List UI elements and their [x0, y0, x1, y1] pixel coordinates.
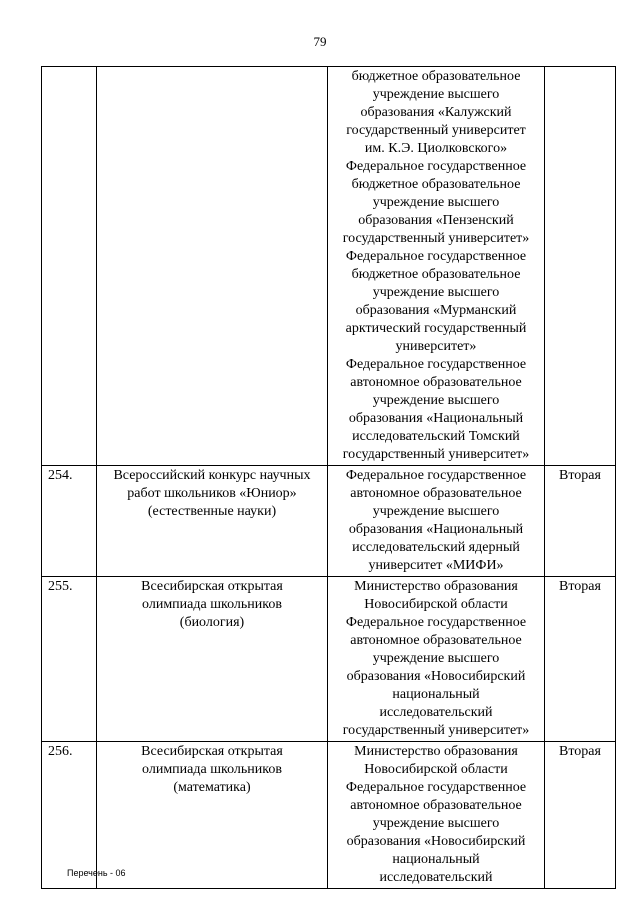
organizer-cell — [328, 466, 545, 577]
organizer-line: образования «Калужский — [360, 105, 512, 120]
table-body — [42, 67, 616, 889]
organizer-line: образования «Пензенский — [358, 213, 514, 228]
organizer-line: Министерство образования — [354, 744, 518, 759]
organizer-line: автономное образовательное — [350, 486, 522, 501]
organizer-line: учреждение высшего — [372, 816, 500, 831]
organizer-line: бюджетное образовательное — [351, 69, 521, 84]
footer-note: Перечень - 06 — [67, 868, 126, 878]
row-number-cell: 254. — [42, 466, 97, 577]
row-number-cell — [42, 67, 97, 466]
olympiad-name-line: Всесибирская открытая — [141, 744, 283, 759]
organizer-line: учреждение высшего — [372, 504, 500, 519]
organizer-line: университет» — [395, 339, 477, 354]
organizer-line: национальный — [392, 852, 480, 867]
table-row — [42, 577, 616, 742]
organizer-line: государственный университет» — [342, 231, 530, 246]
organizer-line: учреждение высшего — [372, 651, 500, 666]
olympiad-table — [41, 66, 616, 889]
organizer-line: учреждение высшего — [372, 285, 500, 300]
table-row — [42, 67, 616, 466]
olympiad-name-line: (биология) — [179, 615, 245, 630]
olympiad-name-line: работ школьников «Юниор» — [127, 486, 297, 501]
organizer-line: Федеральное государственное — [345, 249, 527, 264]
level-cell: Вторая — [545, 742, 616, 889]
organizer-line: бюджетное образовательное — [351, 267, 521, 282]
organizer-line: государственный университет» — [342, 447, 530, 462]
organizer-line: автономное образовательное — [350, 798, 522, 813]
organizer-line: исследовательский — [379, 705, 493, 720]
organizer-line: исследовательский ядерный — [352, 540, 520, 555]
organizer-line: им. К.Э. Циолковского» — [364, 141, 508, 156]
organizer-line: Новосибирской области — [364, 762, 508, 777]
row-number-cell: 255. — [42, 577, 97, 742]
organizer-line: автономное образовательное — [350, 633, 522, 648]
organizer-cell — [328, 742, 545, 889]
organizer-line: государственный университет» — [342, 723, 530, 738]
organizer-line: бюджетное образовательное — [351, 177, 521, 192]
organizer-line: образования «Новосибирский — [346, 834, 526, 849]
olympiad-name-cell — [97, 577, 328, 742]
organizer-line: Федеральное государственное — [345, 780, 527, 795]
organizer-cell — [328, 67, 545, 466]
organizer-line: государственный университет — [346, 123, 526, 138]
organizer-line: исследовательский Томский — [352, 429, 520, 444]
table-row — [42, 466, 616, 577]
organizer-line: университет «МИФИ» — [368, 558, 504, 573]
organizer-line: образования «Национальный — [348, 411, 524, 426]
level-cell — [545, 67, 616, 466]
level-cell: Вторая — [545, 577, 616, 742]
organizer-line: образования «Мурманский — [355, 303, 517, 318]
organizer-line: учреждение высшего — [372, 393, 500, 408]
organizer-line: Министерство образования — [354, 579, 518, 594]
olympiad-name-line: (математика) — [173, 780, 251, 795]
olympiad-name-cell — [97, 466, 328, 577]
organizer-line: арктический государственный — [345, 321, 527, 336]
organizer-line: Федеральное государственное — [345, 468, 527, 483]
organizer-line: образования «Новосибирский — [346, 669, 526, 684]
row-number-cell: 256. — [42, 742, 97, 889]
page-number: 79 — [313, 34, 327, 49]
olympiad-name-line: Всесибирская открытая — [141, 579, 283, 594]
table-row — [42, 742, 616, 889]
organizer-line: учреждение высшего — [372, 87, 500, 102]
organizer-line: учреждение высшего — [372, 195, 500, 210]
organizer-line: Новосибирской области — [364, 597, 508, 612]
organizer-line: исследовательский — [379, 870, 493, 885]
organizer-line: Федеральное государственное — [345, 357, 527, 372]
olympiad-name-cell — [97, 67, 328, 466]
organizer-line: национальный — [392, 687, 480, 702]
olympiad-name-cell — [97, 742, 328, 889]
level-cell: Вторая — [545, 466, 616, 577]
organizer-line: Федеральное государственное — [345, 159, 527, 174]
olympiad-name-line: (естественные науки) — [147, 504, 277, 519]
organizer-cell — [328, 577, 545, 742]
organizer-line: Федеральное государственное — [345, 615, 527, 630]
organizer-line: автономное образовательное — [350, 375, 522, 390]
olympiad-name-line: олимпиада школьников — [142, 597, 282, 612]
olympiad-name-line: Всероссийский конкурс научных — [113, 468, 311, 483]
organizer-line: образования «Национальный — [348, 522, 524, 537]
olympiad-name-line: олимпиада школьников — [142, 762, 282, 777]
